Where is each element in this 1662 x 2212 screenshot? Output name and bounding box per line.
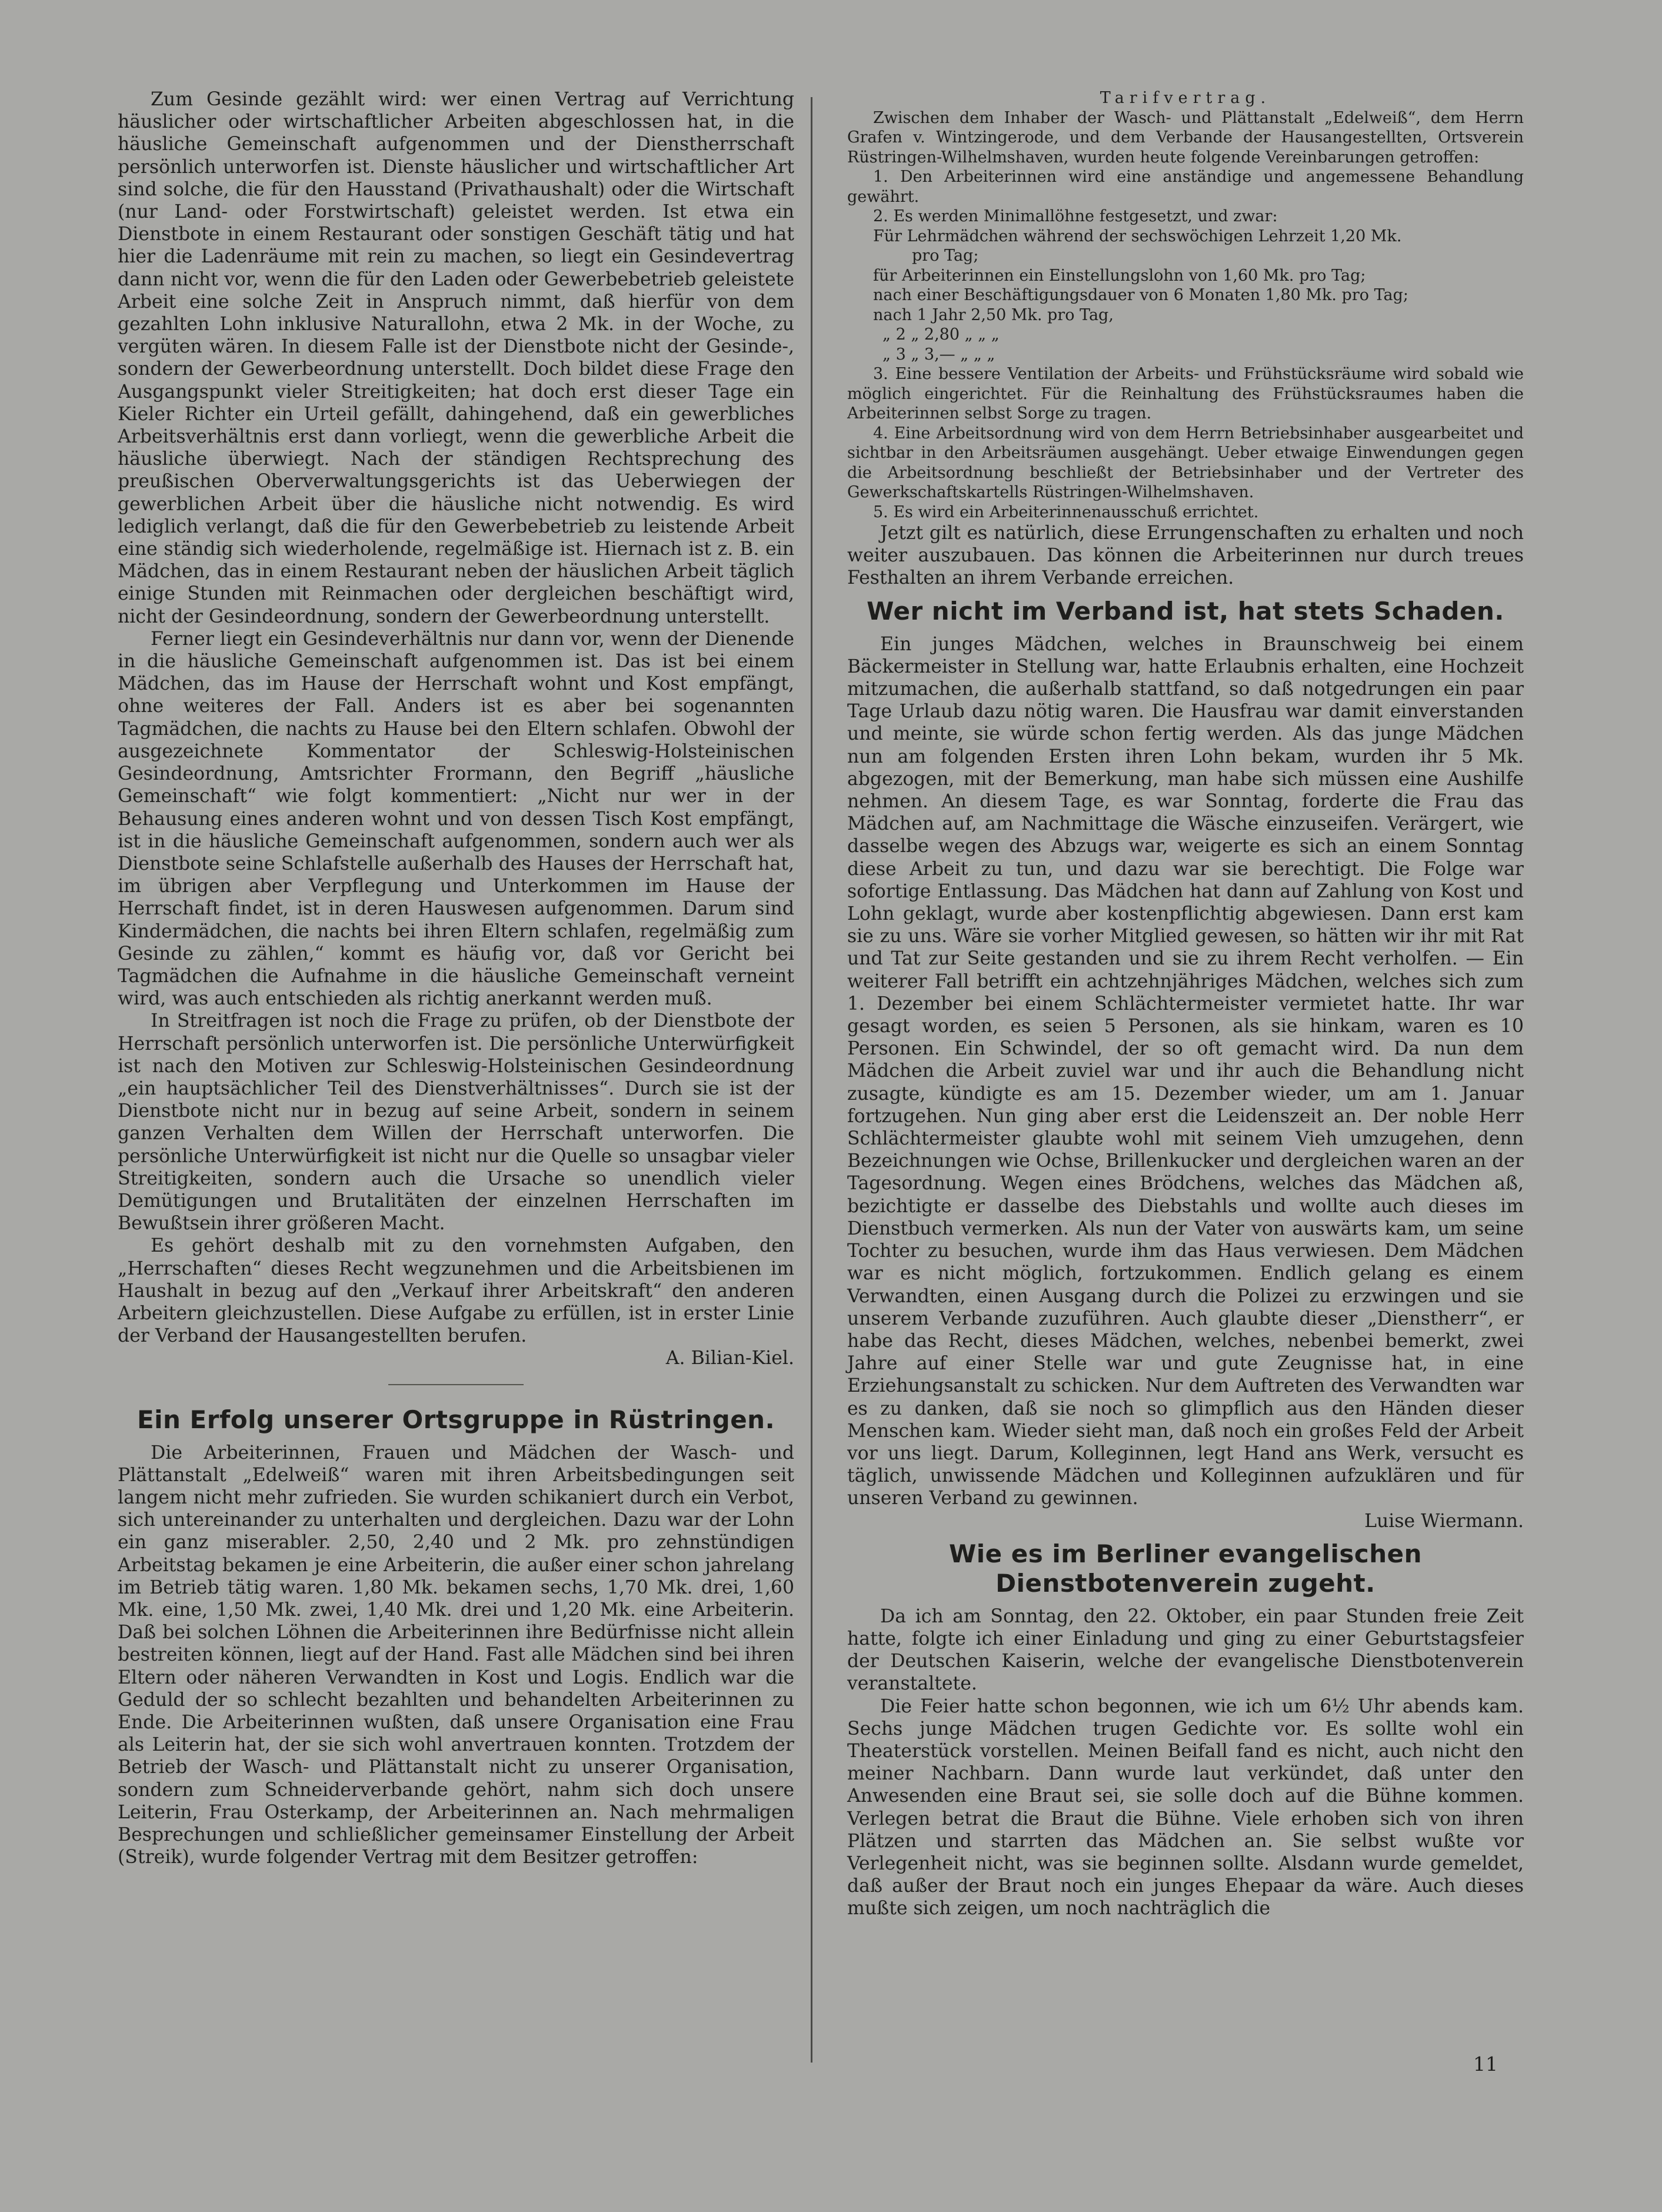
right-column [847, 88, 1524, 1920]
wage-line: nach einer Beschäftigungsdauer von 6 Monaten 1,80 Mk. pro Tag; [873, 286, 1408, 304]
paragraph: In Streitfragen ist noch die Frage zu prüfen, ob der Dienstbote der Herrschaft persönlich unterworfen ist. Die persönliche Unterwürfigkeit ist nach den Motiven zur Schleswig-Holsteinischen Gesindeordnung „ein hauptsächlicher Teil des Dienstverhältnisses“. Durch sie ist der Dienstbote nicht nur in bezug auf seine Arbeit, sondern in seinem ganzen Verhalten dem Willen der Herrschaft unterworfen. Die persönliche Unterwürfigkeit ist nicht nur die Quelle so unsagbar vieler Streitigkeiten, sondern auch die Ursache so unendlich vieler Demütigungen und Brutalitäten der einzelnen Herrschaften im Bewußtsein ihrer größeren Macht. [118, 1010, 794, 1235]
paragraph: Zum Gesinde gezählt wird: wer einen Vertrag auf Verrichtung häuslicher oder wirtschaftlicher Arbeiten abgeschlossen hat, in die häusliche Gemeinschaft aufgenommen und der Dienstherrschaft persönlich unterworfen ist. Dienste häuslicher und wirtschaftlicher Art sind solche, die für den Hausstand (Privathaushalt) oder die Wirtschaft (nur Land- oder Forstwirtschaft) geleistet werden. Ist etwa ein Dienstbote in einem Restaurant oder sonstigen Geschäft tätig und hat hier die Ladenräume mit rein zu machen, so liegt ein Gesindevertrag dann nicht vor, wenn die für den Laden oder Gewerbebetrieb geleistete Arbeit eine solche Zeit in Anspruch nimmt, daß hierfür von dem gezahlten Lohn inklusive Naturallohn, etwa 2 Mk. in der Woche, zu vergüten wären. In diesem Falle ist der Dienstbote nicht der Gesinde-, sondern der Gewerbeordnung unterstellt. Doch bildet diese Frage den Ausgangspunkt vieler Streitigkeiten; hat doch erst dieser Tage ein Kieler Richter ein Urteil gefällt, dahingehend, daß ein gewerbliches Arbeitsverhältnis erst dann vorliegt, wenn die gewerbliche Arbeit die häusliche überwiegt. Nach der ständigen Rechtsprechung des preußischen Oberverwaltungsgerichts ist das Ueberwiegen der gewerblichen Arbeit über die häusliche nicht notwendig. Es wird lediglich verlangt, daß die für den Gewerbebetrieb zu leistende Arbeit eine ständig sich wiederholende, regelmäßige ist. Hiernach ist z. B. ein Mädchen, das in einem Restaurant neben der häuslichen Arbeit täglich einige Stunden mit Reinmachen oder dergleichen beschäftigt wird, nicht der Gesindeordnung, sondern der Gewerbeordnung unterstellt. [118, 89, 794, 627]
left-column [118, 88, 794, 1868]
paragraph: Die Feier hatte schon begonnen, wie ich um 6½ Uhr abends kam. Sechs junge Mädchen trugen Gedichte vor. Es sollte wohl ein Theaterstück vorstellen. Meinen Beifall fand es nicht, auch nicht den meiner Nachbarn. Dann wurde laut verkündet, daß unter den Anwesenden eine Braut sei, sie solle doch auf die Bühne kommen. Verlegen betrat die Braut die Bühne. Viele erhoben sich von ihren Plätzen und starrten das Mädchen an. Sie selbst wußte vor Verlegenheit nicht, was sie beginnen sollte. Alsdann wurde gemeldet, daß außer der Braut noch ein junges Ehepaar da wäre. Auch dieses mußte sich zeigen, um noch nachträglich die [847, 1695, 1524, 1920]
author-signature: Luise Wiermann. [1364, 1510, 1524, 1532]
article-title [847, 1539, 1524, 1598]
article-title-line: Dienstbotenverein zugeht. [995, 1568, 1375, 1598]
paragraph: Die Arbeiterinnen, Frauen und Mädchen der Wasch- und Plättanstalt „Edelweiß“ waren mit ihren Arbeitsbedingungen seit langem nicht mehr zufrieden. Sie wurden schikaniert durch ein Verbot, sich untereinander zu unterhalten und dergleichen. Dazu war der Lohn ein ganz miserabler. 2,50, 2,40 und 2 Mk. pro zehnstündigen Arbeitstag bekamen je eine Arbeiterin, die außer einer schon jahrelang im Betrieb tätig waren. 1,80 Mk. bekamen sechs, 1,70 Mk. drei, 1,60 Mk. eine, 1,50 Mk. zwei, 1,40 Mk. drei und 1,20 Mk. eine Arbeiterin. Daß bei solchen Löhnen die Arbeiterinnen ihre Bedürfnisse nicht allein bestreiten können, liegt auf der Hand. Fast alle Mädchen sind bei ihren Eltern oder näheren Verwandten in Kost und Logis. Endlich war die Geduld der so schlecht bezahlten und behandelten Arbeiterinnen zu Ende. Die Arbeiterinnen wußten, daß unsere Organisation eine Frau als Leiterin hat, der sie sich wohl anvertrauen konnten. Trotzdem der Betrieb der Wasch- und Plättanstalt nicht zu unserer Organisation, sondern zum Schneiderverbande gehört, nahm sich doch unsere Leiterin, Frau Osterkamp, der Arbeiterinnen an. Nach mehrmaligen Besprechungen und schließlicher gemeinsamer Einstellung der Arbeit (Streik), wurde folgender Vertrag mit dem Besitzer getroffen: [118, 1442, 794, 1868]
section-divider [388, 1384, 524, 1385]
contract-block [847, 88, 1524, 522]
author-signature: A. Bilian-Kiel. [665, 1348, 794, 1369]
paragraph: Da ich am Sonntag, den 22. Oktober, ein paar Stunden freie Zeit hatte, folgte ich einer Einladung und ging zu einer Geburtstagsfeier der Deutschen Kaiserin, welche der evangelische Dienstbotenverein veranstaltete. [847, 1605, 1524, 1695]
wage-line: Für Lehrmädchen während der sechswöchigen Lehrzeit 1,20 Mk. [873, 227, 1402, 245]
page-number: 11 [1473, 2053, 1498, 2075]
contract-item: 5. Es wird ein Arbeiterinnenausschuß errichtet. [873, 503, 1259, 521]
contract-item: 3. Eine bessere Ventilation der Arbeits- und Frühstücksräume wird sobald wie möglich eingerichtet. Für die Reinhaltung des Frühstücksraumes haben die Arbeiterinnen selbst Sorge zu tragen. [847, 365, 1524, 423]
column-divider [811, 97, 812, 2063]
article-title-line: Wie es im Berliner evangelischen [948, 1539, 1423, 1568]
contract-title: Tarifvertrag. [1100, 89, 1271, 107]
paragraph: Es gehört deshalb mit zu den vornehmsten Aufgaben, den „Herrschaften“ dieses Recht wegzunehmen und die Arbeitsbienen im Haushalt in bezug auf den „Verkauf ihrer Arbeitskraft“ den anderen Arbeitern gleichzustellen. Diese Aufgabe zu erfüllen, ist in erster Linie der Verband der Hausangestellten berufen. [118, 1235, 794, 1347]
wage-line: nach 1 Jahr 2,50 Mk. pro Tag, [873, 305, 1114, 324]
contract-item: 4. Eine Arbeitsordnung wird von dem Herrn Betriebsinhaber ausgearbeitet und sichtbar in den Arbeitsräumen ausgehängt. Ueber etwaige Einwendungen gegen die Arbeitsordnung beschließt der Betriebsinhaber und der Vertreter des Gewerkschaftskartells Rüstringen-Wilhelmshaven. [847, 424, 1524, 501]
paragraph: Ferner liegt ein Gesindeverhältnis nur dann vor, wenn der Dienende in die häusliche Gemeinschaft aufgenommen ist. Das ist bei einem Mädchen, das im Hause der Herrschaft wohnt und Kost empfängt, ohne weiteres der Fall. Anders ist es aber bei sogenannten Tagmädchen, die nachts zu Hause bei den Eltern schlafen. Obwohl der ausgezeichnete Kommentator der Schleswig-Holsteinischen Gesindeordnung, Amtsrichter Frormann, den Begriff „häusliche Gemeinschaft“ wie folgt kommentiert: „Nicht nur wer in der Behausung eines anderen wohnt und von dessen Tisch Kost empfängt, ist in die häusliche Gemeinschaft aufgenommen, sondern auch wer als Dienstbote seine Schlafstelle außerhalb des Hauses der Herrschaft hat, im übrigen aber Verpflegung und Unterkommen im Hause der Herrschaft findet, ist in deren Hauswesen aufgenommen. Darum sind Kindermädchen, die nachts bei ihren Eltern schlafen, regelmäßig zum Gesinde zu zählen,“ kommt es häufig vor, daß vor Gericht bei Tagmädchen die Aufnahme in die häusliche Gemeinschaft verneint wird, was auch entschieden als richtig anerkannt werden muß. [118, 628, 794, 1010]
paragraph: Ein junges Mädchen, welches in Braunschweig bei einem Bäckermeister in Stellung war, hatte Erlaubnis erhalten, eine Hochzeit mitzumachen, die außerhalb stattfand, so daß notgedrungen ein paar Tage Urlaub dazu nötig waren. Die Hausfrau war damit einverstanden und meinte, sie würde schon fertig werden. Als das junge Mädchen nun am folgenden Ersten ihren Lohn bekam, wurden ihr 5 Mk. abgezogen, mit der Bemerkung, man habe sich müssen eine Aushilfe nehmen. An diesem Tage, es war Sonntag, forderte die Frau das Mädchen auf, am Nachmittage die Wäsche einzuseifen. Verärgert, wie dasselbe wegen des Abzugs war, weigerte es sich an einem Sonntag diese Arbeit zu tun, und dazu war sie berechtigt. Die Folge war sofortige Entlassung. Das Mädchen hat dann auf Zahlung von Kost und Lohn geklagt, wurde aber kostenpflichtig abgewiesen. Dann erst kam sie zu uns. Wäre sie vorher Mitglied gewesen, so hätten wir ihr mit Rat und Tat zur Seite gestanden und sie zu ihrem Recht verholfen. — Ein weiterer Fall betrifft ein achtzehnjähriges Mädchen, welches sich zum 1. Dezember bei einem Schlächtermeister vermietet hatte. Ihr war gesagt worden, es seien 5 Personen, als sie hinkam, waren es 10 Personen. Ein Schwindel, der so oft gemacht wird. Da nun dem Mädchen die Arbeit zuviel war und ihr auch die Behandlung nicht zusagte, kündigte es am 15. Dezember wieder, um am 1. Januar fortzugehen. Nun ging aber erst die Leidenszeit an. Der noble Herr Schlächtermeister glaubte wohl mit seinem Vieh umzugehen, denn Bezeichnungen wie Ochse, Brillenkucker und dergleichen waren an der Tagesordnung. Wegen eines Brödchens, welches das Mädchen aß, bezichtigte er dasselbe des Diebstahls und wollte auch dieses im Dienstbuch vermerken. Als nun der Vater von auswärts kam, um seine Tochter zu besuchen, wurde ihm das Haus verwiesen. Dem Mädchen war es nicht möglich, fortzukommen. Endlich gelang es einem Verwandten, einen Ausgang durch die Polizei zu erzwingen und sie unserem Verbande zuzuführen. Auch glaubte dieser „Dienstherr“, er habe das Recht, dieses Mädchen, welches, nebenbei bemerkt, zwei Jahre auf einer Stelle war und gute Zeugnisse hat, in eine Erziehungsanstalt zu schicken. Nur dem Auftreten des Verwandten war es zu danken, daß sie noch so glimpflich aus den Händen dieser Menschen kam. Wieder sieht man, daß noch ein großes Feld der Arbeit vor uns liegt. Darum, Kolleginnen, legt Hand ans Werk, versucht es täglich, unwissende Mädchen und Kolleginnen aufzuklären und für unseren Verband zu gewinnen. [847, 633, 1524, 1509]
contract-intro: Zwischen dem Inhaber der Wasch- und Plättanstalt „Edelweiß“, dem Herrn Grafen v. Wintzingerode, und dem Verbande der Hausangestellten, Ortsverein Rüstringen-Wilhelmshaven, wurden heute folgende Vereinbarungen getroffen: [847, 108, 1524, 167]
article-title: Wer nicht im Verband ist, hat stets Schaden. [867, 596, 1504, 626]
wage-line: pro Tag; [912, 247, 979, 265]
contract-item: 1. Den Arbeiterinnen wird eine anständige und angemessene Behandlung gewährt. [847, 168, 1524, 206]
wage-line: „ 3 „ 3,— „ „ „ [882, 345, 995, 364]
paragraph: Jetzt gilt es natürlich, diese Errungenschaften zu erhalten und noch weiter auszubauen. Das können die Arbeiterinnen nur durch treues Festhalten an ihrem Verbande erreichen. [847, 523, 1524, 589]
wage-line: für Arbeiterinnen ein Einstellungslohn von 1,60 Mk. pro Tag; [873, 266, 1366, 285]
contract-item: 2. Es werden Minimallöhne festgesetzt, und zwar: [873, 207, 1278, 225]
wage-line: „ 2 „ 2,80 „ „ „ [882, 325, 1000, 344]
article-title: Ein Erfolg unserer Ortsgruppe in Rüstringen. [136, 1405, 775, 1434]
